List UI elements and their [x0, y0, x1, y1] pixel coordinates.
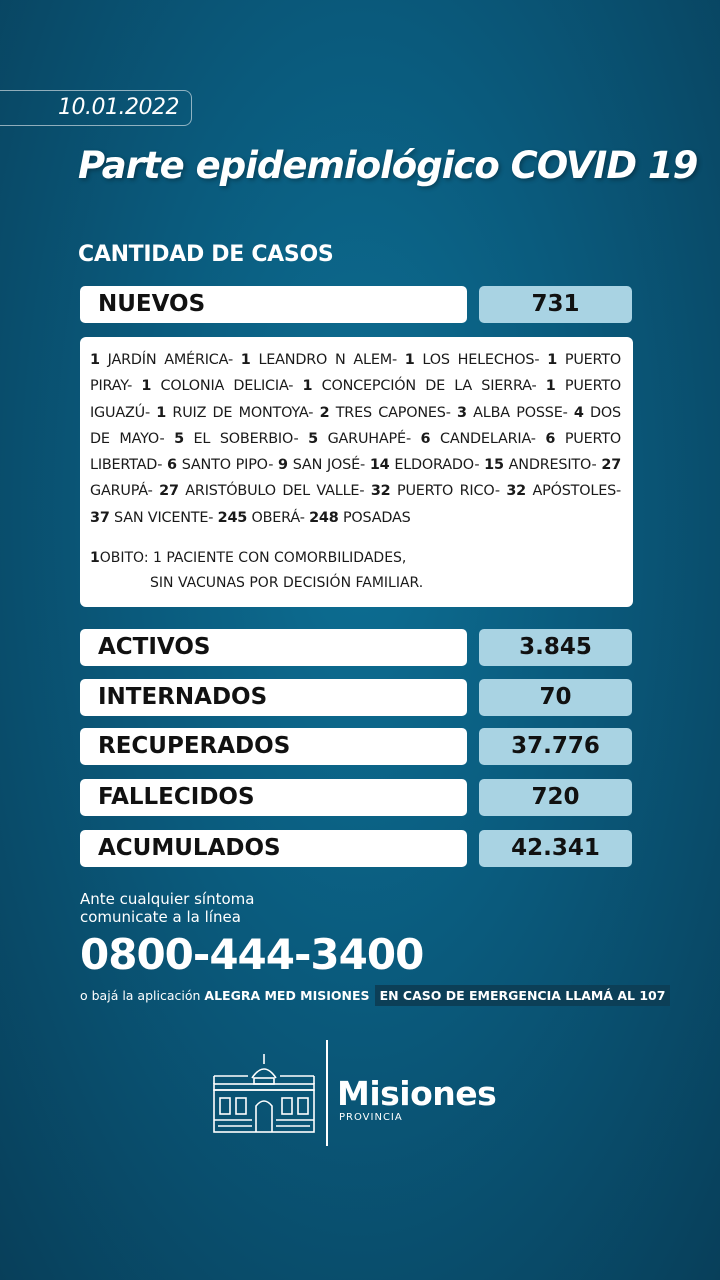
locality-name: APÓSTOLES [532, 483, 617, 500]
logo-name: Misiones [337, 1074, 497, 1113]
locality-name: DOS DE MAYO [90, 404, 621, 447]
locality-name: SAN JOSÉ [292, 457, 360, 474]
stat-label: RECUPERADOS [80, 728, 467, 765]
locality-name: CANDELARIA [439, 430, 531, 447]
locality-count: 1 [545, 378, 556, 395]
locality-count: 1 [404, 352, 415, 368]
logo-divider [326, 1040, 328, 1146]
nuevos-value: 731 [479, 286, 632, 323]
locality-count: 37 [90, 509, 110, 526]
locality-count: 5 [308, 430, 318, 447]
locality-name: PUERTO IGUAZÚ [90, 378, 622, 421]
government-building-icon [212, 1052, 316, 1134]
logo-subtitle: PROVINCIA [339, 1112, 403, 1123]
stat-value: 3.845 [479, 629, 632, 666]
locality-count: 1 [141, 378, 152, 395]
locality-name: GARUHAPÉ [327, 430, 406, 447]
app-prefix: o bajá la aplicación [80, 988, 205, 1003]
locality-count: 5 [174, 430, 184, 447]
stat-label: FALLECIDOS [80, 779, 467, 816]
locality-name: LOS HELECHOS [422, 352, 535, 368]
locality-name: SANTO PIPO [181, 457, 269, 474]
stat-value: 37.776 [479, 728, 632, 765]
date-frame [0, 90, 192, 126]
locality-count: 4 [573, 404, 584, 421]
cases-heading: CANTIDAD DE CASOS [78, 242, 334, 267]
locality-count: 245 [217, 509, 248, 526]
locality-count: 9 [278, 457, 288, 474]
stat-value: 42.341 [479, 830, 632, 867]
locality-count: 6 [420, 430, 431, 447]
locality-count: 32 [506, 483, 526, 500]
locality-name: CONCEPCIÓN DE LA SIERRA [321, 378, 532, 395]
contact-line-2: comunicate a la línea [80, 908, 241, 926]
misiones-logo [212, 1040, 512, 1148]
locality-count: 6 [545, 430, 556, 447]
locality-name: TRES CAPONES [335, 404, 446, 421]
stat-label: INTERNADOS [80, 679, 467, 716]
phone-number[interactable]: 0800-444-3400 [80, 930, 424, 979]
locality-name: PUERTO PIRAY [90, 352, 622, 395]
locality-name: ELDORADO [394, 457, 475, 474]
localities-detail [80, 337, 633, 607]
locality-name: GARUPÁ [90, 483, 148, 500]
contact-line-1: Ante cualquier síntoma [80, 890, 255, 908]
obito-line-1: OBITO: 1 PACIENTE CON COMORBILIDADES, [99, 550, 407, 567]
obito-note [90, 546, 621, 596]
locality-count: 1 [156, 404, 167, 421]
locality-name: PUERTO LIBERTAD [90, 430, 622, 474]
locality-name: ANDRESITO [508, 457, 592, 474]
locality-count: 1 [240, 352, 251, 368]
locality-count: 1 [90, 352, 100, 368]
locality-count: 15 [484, 457, 504, 474]
locality-name: JARDÍN AMÉRICA [107, 352, 228, 368]
locality-name: SAN VICENTE [114, 509, 209, 526]
locality-count: 248 [309, 509, 339, 526]
locality-name: EL SOBERBIO [193, 430, 294, 447]
stat-value: 70 [479, 679, 632, 716]
locality-count: 27 [159, 483, 179, 500]
locality-count: 1 [547, 352, 558, 368]
locality-count: 6 [167, 457, 177, 474]
stat-label: ACUMULADOS [80, 830, 467, 867]
locality-count: 2 [319, 404, 330, 421]
locality-count: 27 [601, 457, 622, 474]
localities-list: 1 JARDÍN AMÉRICA- 1 LEANDRO N ALEM- 1 LOS HELECHOS- 1 PUERTO PIRAY- 1 COLONIA DELICIA- 1 CONCEPCIÓN DE LA SIERRA- 1 PUERTO IGUAZÚ- 1 RUIZ DE MONTOYA- 2 TRES CAPONES- 3 ALBA POSSE- 4 DOS DE MAYO- 5 EL SOBERBIO- 5 GARUHAPÉ- 6 CANDELARIA- 6 PUERTO LIBERTAD- 6 SANTO PIPO- 9 SAN JOSÉ- 14 ELDORADO- 15 ANDRESITO- 27 GARUPÁ- 27 ARISTÓBULO DEL VALLE- 32 PUERTO RICO- 32 APÓSTOLES- 37 SAN VICENTE- 245 OBERÁ- 248 POSADAS [90, 352, 622, 526]
stat-value: 720 [479, 779, 632, 816]
report-date: 10.01.2022 [58, 95, 179, 120]
locality-count: 3 [457, 404, 467, 421]
locality-name: PUERTO RICO [396, 483, 495, 500]
locality-count: 1 [302, 378, 313, 395]
stat-label: ACTIVOS [80, 629, 467, 666]
obito-count: 1 [90, 550, 100, 567]
app-name[interactable]: ALEGRA MED MISIONES [204, 988, 370, 1003]
locality-name: COLONIA DELICIA [160, 378, 289, 395]
locality-name: RUIZ DE MONTOYA [172, 404, 309, 421]
locality-name: ALBA POSSE [473, 404, 563, 421]
locality-count: 32 [370, 483, 391, 500]
locality-count: 14 [369, 457, 390, 474]
contact-text [80, 890, 254, 926]
locality-name: LEANDRO N ALEM [258, 352, 392, 368]
nuevos-label: NUEVOS [80, 286, 467, 323]
locality-name: ARISTÓBULO DEL VALLE [185, 483, 360, 500]
emergency-badge: EN CASO DE EMERGENCIA LLAMÁ AL 107 [375, 985, 671, 1006]
locality-name: POSADAS [342, 509, 411, 526]
page-title: Parte epidemiológico COVID 19 [78, 144, 698, 187]
app-line [80, 988, 670, 1003]
obito-line-2: SIN VACUNAS POR DECISIÓN FAMILIAR. [150, 575, 424, 592]
locality-name: OBERÁ [251, 509, 300, 526]
